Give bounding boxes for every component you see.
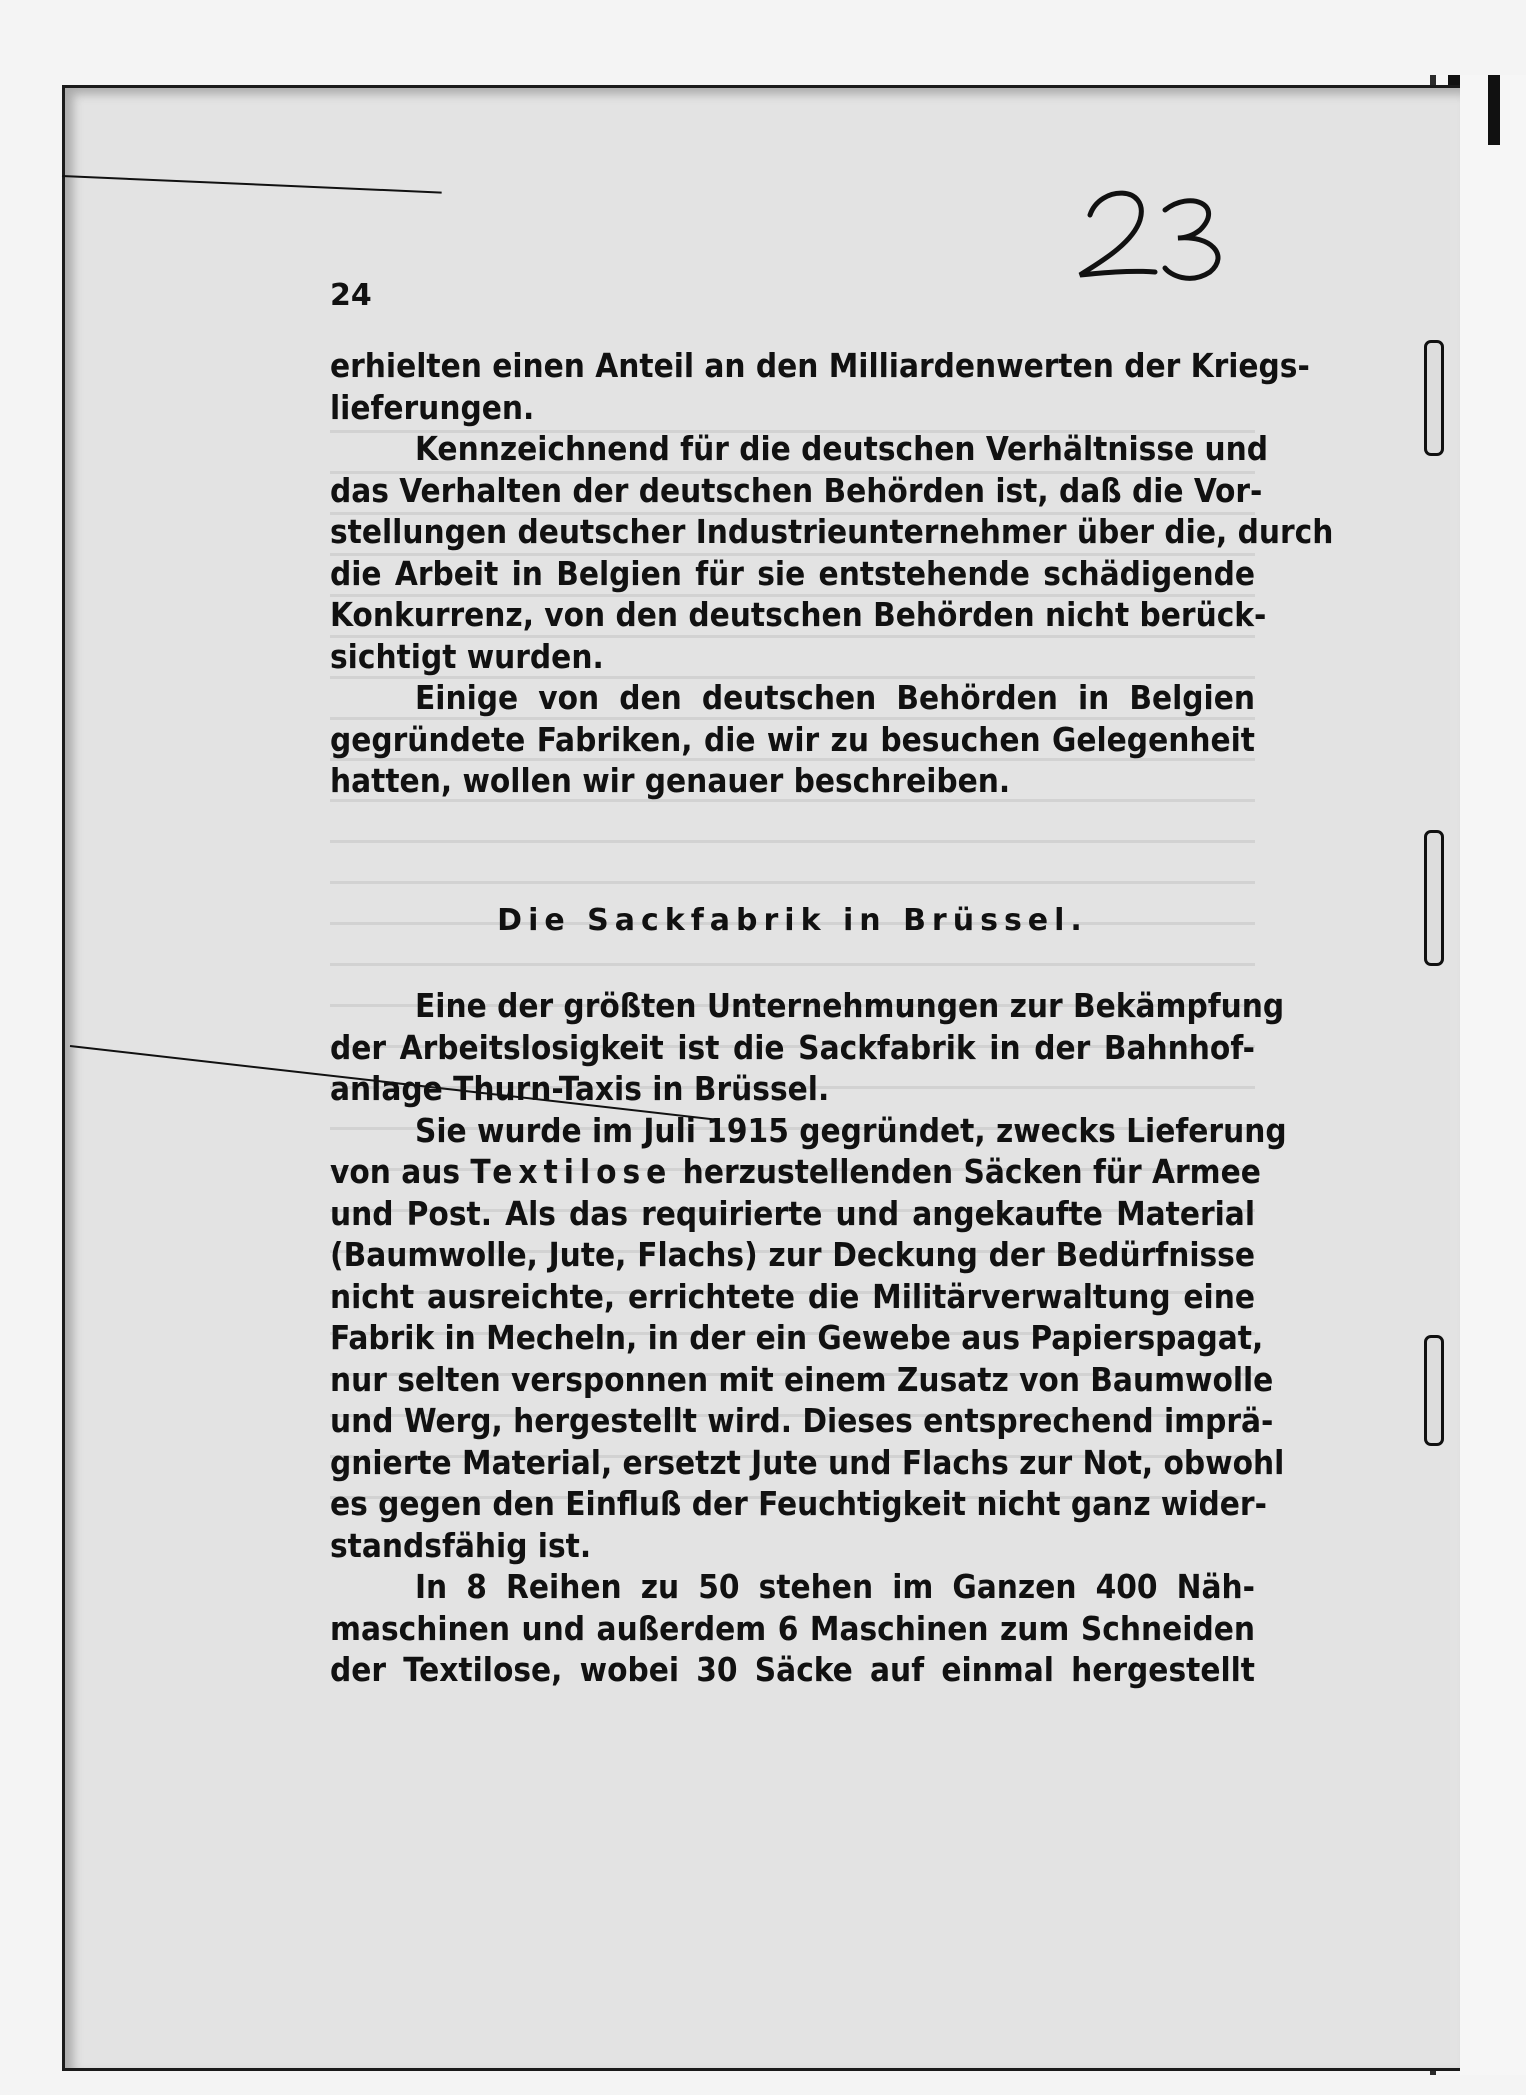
text-line: lieferungen.: [330, 387, 535, 427]
text-line: es gegen den Einfluß der Feuchtigkeit nicht ganz wider-: [330, 1484, 1267, 1523]
binder-clip: [1424, 1335, 1444, 1446]
emphasized-word: Textilose: [470, 1152, 673, 1191]
text-line: maschinen und außerdem 6 Maschinen zum Schneiden: [330, 1608, 1255, 1648]
text-line: [330, 1151, 1261, 1193]
text-line: Fabrik in Mecheln, in der ein Gewebe aus Papierspagat,: [330, 1318, 1264, 1357]
text-line: die Arbeit in Belgien für sie entstehende schädigende: [330, 553, 1255, 593]
text-line: sichtigt wurden.: [330, 636, 604, 676]
text-line: stellungen deutscher Industrieunternehmer über die, durch: [330, 512, 1334, 551]
text-fragment: von aus: [330, 1152, 461, 1191]
text-line: Einige von den deutschen Behörden in Belgien: [415, 678, 1255, 717]
binding-mark: [1488, 75, 1500, 145]
text-line: gnierte Material, ersetzt Jute und Flachs zur Not, obwohl: [330, 1442, 1285, 1482]
text-line: anlage Thurn-Taxis in Brüssel.: [330, 1069, 830, 1108]
text-line: nur selten versponnen mit einem Zusatz von Baumwolle: [330, 1359, 1274, 1399]
text-line: erhielten einen Anteil an den Milliardenwerten der Kriegs-: [330, 346, 1310, 385]
text-line: (Baumwolle, Jute, Flachs) zur Deckung der Bedürfnisse: [330, 1235, 1255, 1274]
text-line: hatten, wollen wir genauer beschreiben.: [330, 761, 1011, 800]
text-line: standsfähig ist.: [330, 1525, 592, 1565]
text-line: und Werg, hergestellt wird. Dieses entsprechend imprä-: [330, 1401, 1274, 1440]
text-line: Kennzeichnend für die deutschen Verhältnisse und: [415, 429, 1269, 468]
text-block-bottom: [330, 985, 1287, 1691]
text-line: der Arbeitslosigkeit ist die Sackfabrik in der Bahnhof-: [330, 1027, 1255, 1067]
text-fragment: herzustellenden Säcken für Armee: [682, 1152, 1261, 1191]
text-line: und Post. Als das requirierte und angekaufte Material: [330, 1193, 1255, 1233]
handwritten-page-number: [1060, 180, 1240, 300]
text-line: Eine der größten Unternehmungen zur Bekämpfung: [415, 986, 1285, 1025]
section-heading: Die Sackfabrik in Brüssel.: [497, 903, 1088, 938]
text-line: nicht ausreichte, errichtete die Militärverwaltung eine: [330, 1276, 1255, 1316]
binder-clip: [1424, 340, 1444, 456]
text-line: gegründete Fabriken, die wir zu besuchen Gelegenheit: [330, 719, 1255, 759]
text-line: der Textilose, wobei 30 Säcke auf einmal hergestellt: [330, 1650, 1255, 1689]
printed-page-number: 24: [330, 278, 372, 313]
binder-clip: [1424, 830, 1444, 966]
text-line: das Verhalten der deutschen Behörden ist, daß die Vor-: [330, 470, 1263, 510]
text-block-top: [330, 345, 1334, 802]
text-line: Sie wurde im Juli 1915 gegründet, zwecks Lieferung: [415, 1110, 1287, 1150]
text-line: In 8 Reihen zu 50 stehen im Ganzen 400 Näh-: [415, 1567, 1255, 1606]
text-line: Konkurrenz, von den deutschen Behörden nicht berück-: [330, 595, 1267, 634]
